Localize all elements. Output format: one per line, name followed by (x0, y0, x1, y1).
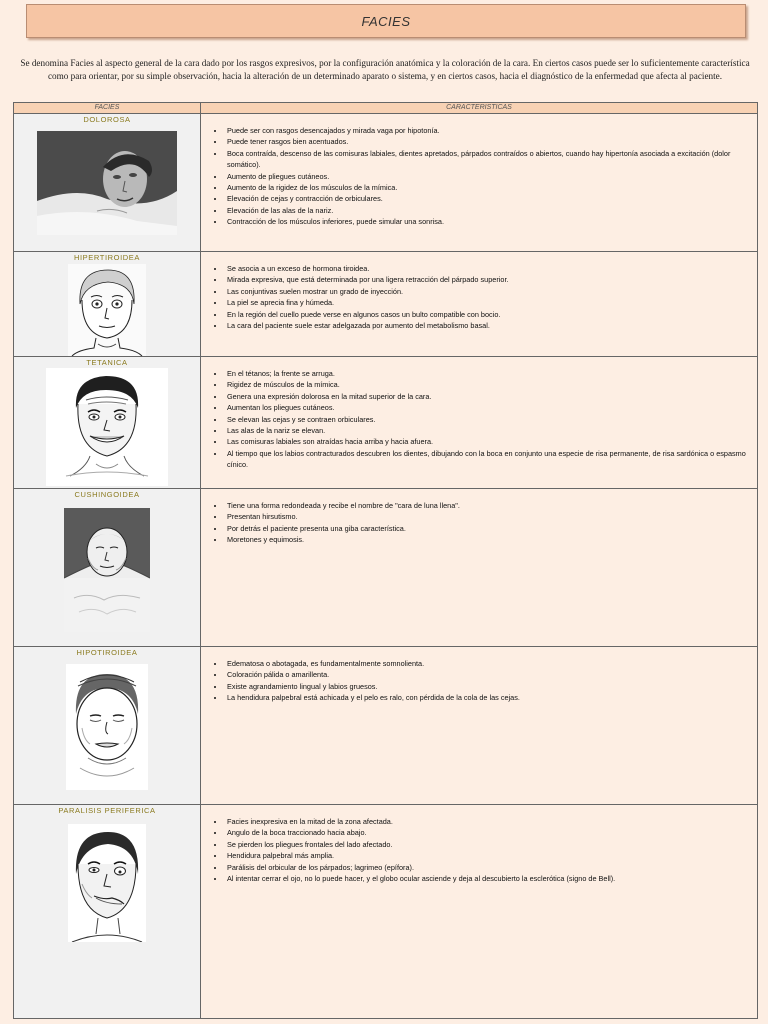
list-item: • Las comisuras labiales son atraídas hacia arriba y hacia afuera. (225, 436, 757, 447)
table-row (14, 114, 758, 252)
list-item: • Parálisis del orbicular de los párpados; lagrimeo (epífora). (225, 862, 757, 873)
painful-face-photo (37, 131, 177, 235)
list-item: • Rigidez de músculos de la mímica. (225, 379, 757, 390)
cushingoid-face-drawing (64, 508, 150, 632)
facies-name: TETANICA (86, 358, 128, 367)
facies-name: DOLOROSA (83, 115, 131, 124)
facies-cell (14, 805, 201, 1019)
characteristics-list (201, 816, 757, 884)
characteristics-cell (201, 114, 758, 252)
hypothyroid-face-drawing (66, 664, 148, 790)
table-row (14, 489, 758, 647)
list-item: • En la región del cuello puede verse en algunos casos un bulto compatible con bocio. (225, 309, 757, 320)
facies-cell (14, 489, 201, 647)
characteristics-cell (201, 805, 758, 1019)
facies-table (13, 102, 758, 1019)
list-item: • Aumentan los pliegues cutáneos. (225, 402, 757, 413)
list-item: • Angulo de la boca traccionado hacia abajo. (225, 827, 757, 838)
tetanic-face-drawing (46, 368, 168, 486)
list-item: • Elevación de las alas de la nariz. (225, 205, 757, 216)
table-header-row (14, 103, 758, 114)
facies-name: HIPOTIROIDEA (76, 648, 138, 657)
list-item: • Contracción de los músculos inferiores, puede simular una sonrisa. (225, 216, 757, 227)
list-item: • Moretones y equimosis. (225, 534, 757, 545)
peripheral-paralysis-face-drawing (68, 824, 146, 942)
list-item: • Por detrás el paciente presenta una giba característica. (225, 523, 757, 534)
facies-cell (14, 114, 201, 252)
list-item: • Al tiempo que los labios contracturados descubren los dientes, dibujando con la boca en conjunto una especie de risa permanente, de risa sardónica o espasmo cínico. (225, 448, 757, 471)
characteristics-list (201, 658, 757, 704)
characteristics-cell (201, 489, 758, 647)
list-item: • Presentan hirsutismo. (225, 511, 757, 522)
intro-paragraph: Se denomina Facies al aspecto general de la cara dado por los rasgos expresivos, por la configuración anatómica y la coloración de la cara. En ciertos casos puede ser lo suficientemente característica como para orientar, por su simple observación, hacia la alteración de un determinado aparato o sistema, y en ciertos casos, hacia el diagnóstico de la enfermedad que afecta al paciente. (20, 58, 750, 81)
list-item: • En el tétanos; la frente se arruga. (225, 368, 757, 379)
column-header-caracteristicas: CARACTERISTICAS (201, 103, 758, 114)
facies-name: PARALISIS PERIFERICA (58, 806, 156, 815)
characteristics-list (201, 500, 757, 546)
characteristics-list (201, 125, 757, 228)
characteristics-list (201, 263, 757, 331)
table-row (14, 252, 758, 357)
facies-name: HIPERTIROIDEA (73, 253, 140, 262)
column-header-facies: FACIES (14, 103, 201, 114)
characteristics-cell (201, 647, 758, 805)
characteristics-cell (201, 252, 758, 357)
list-item: • La hendidura palpebral está achicada y el pelo es ralo, con pérdida de la cola de las cejas. (225, 692, 757, 703)
list-item: • Se elevan las cejas y se contraen orbiculares. (225, 414, 757, 425)
list-item: • Elevación de cejas y contracción de orbiculares. (225, 193, 757, 204)
list-item: • Edematosa o abotagada, es fundamentalmente somnolienta. (225, 658, 757, 669)
table-row (14, 357, 758, 489)
list-item: • Al intentar cerrar el ojo, no lo puede hacer, y el globo ocular asciende y deja al descubierto la esclerótica (signo de Bell). (225, 873, 757, 884)
list-item: • Aumento de pliegues cutáneos. (225, 171, 757, 182)
facies-cell (14, 252, 201, 357)
list-item: • Puede ser con rasgos desencajados y mirada vaga por hipotonía. (225, 125, 757, 136)
facies-cell (14, 357, 201, 489)
hyperthyroid-face-drawing (68, 264, 146, 356)
list-item: • Las alas de la nariz se elevan. (225, 425, 757, 436)
list-item: • Boca contraída, descenso de las comisuras labiales, dientes apretados, párpados contraídos o abiertos, cuando hay hipertonía asociada a excitación (dolor somático). (225, 148, 757, 171)
list-item: • La cara del paciente suele estar adelgazada por aumento del metabolismo basal. (225, 320, 757, 331)
list-item: • Existe agrandamiento lingual y labios gruesos. (225, 681, 757, 692)
table-row (14, 647, 758, 805)
list-item: • Tiene una forma redondeada y recibe el nombre de "cara de luna llena". (225, 500, 757, 511)
list-item: • La piel se aprecia fina y húmeda. (225, 297, 757, 308)
list-item: • Se asocia a un exceso de hormona tiroidea. (225, 263, 757, 274)
facies-cell (14, 647, 201, 805)
list-item: • Puede tener rasgos bien acentuados. (225, 136, 757, 147)
table-row (14, 805, 758, 1019)
list-item: • Hendidura palpebral más amplia. (225, 850, 757, 861)
page-title: FACIES (361, 13, 411, 29)
list-item: • Facies inexpresiva en la mitad de la zona afectada. (225, 816, 757, 827)
list-item: • Coloración pálida o amarillenta. (225, 669, 757, 680)
characteristics-list (201, 368, 757, 471)
list-item: • Se pierden los pliegues frontales del lado afectado. (225, 839, 757, 850)
list-item: • Aumento de la rigidez de los músculos de la mímica. (225, 182, 757, 193)
list-item: • Mirada expresiva, que está determinada por una ligera retracción del párpado superior. (225, 274, 757, 285)
page-title-banner (26, 4, 746, 38)
characteristics-cell (201, 357, 758, 489)
list-item: • Genera una expresión dolorosa en la mitad superior de la cara. (225, 391, 757, 402)
facies-name: CUSHINGOIDEA (74, 490, 140, 499)
list-item: • Las conjuntivas suelen mostrar un grado de inyección. (225, 286, 757, 297)
